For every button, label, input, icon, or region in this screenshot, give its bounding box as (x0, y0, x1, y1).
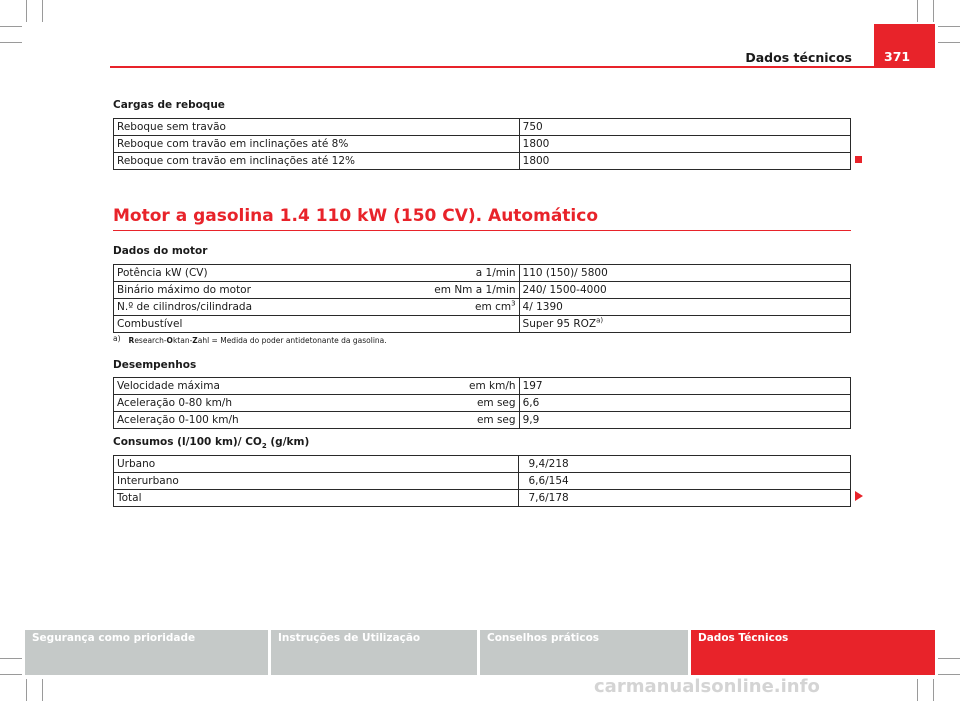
section-title: Motor a gasolina 1.4 110 kW (150 CV). Automático (113, 206, 599, 226)
consumption-table (113, 455, 851, 507)
table-row (114, 490, 851, 507)
performance-value: 197 (519, 378, 850, 395)
footnote (113, 336, 387, 345)
tab-instrucoes[interactable]: Instruções de Utilização (271, 630, 477, 675)
engine-label: Potência kW (CV) (114, 265, 412, 282)
engine-label: N.º de cilindros/cilindrada (114, 299, 412, 316)
crop-mark (938, 674, 960, 675)
performance-label: Velocidade máxima (114, 378, 412, 395)
performance-table (113, 377, 851, 429)
consumption-heading-a: Consumos (l/100 km)/ CO (113, 436, 262, 448)
table-row (114, 265, 851, 282)
consumption-value: 7,6/178 (519, 490, 851, 507)
crop-mark (0, 658, 22, 659)
towing-value: 750 (519, 119, 850, 136)
consumption-label: Interurbano (114, 473, 519, 490)
table-row (114, 136, 851, 153)
engine-value-cell (519, 316, 850, 333)
crop-mark (26, 679, 27, 701)
engine-value: 110 (150)/ 5800 (519, 265, 850, 282)
footnote-initial: R (128, 336, 135, 345)
towing-value: 1800 (519, 153, 850, 170)
table-row (114, 282, 851, 299)
consumption-value: 9,4/218 (519, 456, 851, 473)
footnote-text: ktan- (172, 336, 193, 345)
table-row (114, 473, 851, 490)
footnote-initial: Z (192, 336, 198, 345)
performance-value: 9,9 (519, 412, 850, 429)
crop-mark (933, 679, 934, 701)
table-row (114, 412, 851, 429)
crop-mark (938, 42, 960, 43)
performance-label: Aceleração 0-100 km/h (114, 412, 412, 429)
table-row (114, 316, 851, 333)
crop-mark (0, 42, 22, 43)
towing-heading: Cargas de reboque (113, 99, 225, 111)
tab-dados-tecnicos[interactable]: Dados Técnicos (691, 630, 935, 675)
footnote-text: esearch- (134, 336, 167, 345)
watermark-text: carmanualsonline.info (594, 676, 820, 697)
engine-unit: a 1/min (411, 265, 519, 282)
towing-label: Reboque sem travão (114, 119, 520, 136)
crop-mark (938, 658, 960, 659)
engine-table (113, 264, 851, 333)
consumption-label: Urbano (114, 456, 519, 473)
performance-heading: Desempenhos (113, 359, 197, 371)
consumption-label: Total (114, 490, 519, 507)
towing-value: 1800 (519, 136, 850, 153)
tab-conselhos[interactable]: Conselhos práticos (480, 630, 688, 675)
engine-heading: Dados do motor (113, 245, 208, 257)
engine-label: Combustível (114, 316, 412, 333)
consumption-heading-b: (g/km) (266, 436, 310, 448)
crop-mark (938, 26, 960, 27)
table-row (114, 299, 851, 316)
running-header-title: Dados técnicos (745, 50, 852, 65)
continue-arrow-icon (855, 491, 863, 501)
engine-unit (411, 316, 519, 333)
consumption-value: 6,6/154 (519, 473, 851, 490)
towing-table (113, 118, 851, 170)
engine-unit: em Nm a 1/min (411, 282, 519, 299)
section-end-marker (855, 156, 862, 163)
footnote-initial: O (166, 336, 173, 345)
chapter-tabs (25, 630, 935, 675)
table-row (114, 456, 851, 473)
engine-label: Binário máximo do motor (114, 282, 412, 299)
table-row (114, 119, 851, 136)
engine-value: 240/ 1500-4000 (519, 282, 850, 299)
engine-unit-cell (411, 299, 519, 316)
crop-mark (0, 674, 22, 675)
engine-unit: em cm (475, 300, 512, 313)
engine-value: Super 95 ROZ (522, 317, 597, 330)
footnote-reference: a) (596, 316, 604, 324)
table-row (114, 378, 851, 395)
crop-mark (26, 0, 27, 22)
towing-label: Reboque com travão em inclinações até 12% (114, 153, 520, 170)
performance-unit: em km/h (411, 378, 519, 395)
footnote-mark: a) (113, 334, 121, 343)
section-rule (113, 230, 851, 231)
consumption-heading (113, 436, 310, 451)
crop-mark (42, 679, 43, 701)
engine-value: 4/ 1390 (519, 299, 850, 316)
crop-mark (917, 0, 918, 22)
crop-mark (0, 26, 22, 27)
co2-subscript: 2 (261, 442, 267, 451)
crop-mark (917, 679, 918, 701)
footnote-text: ahl = Medida do poder antidetonante da gasolina. (197, 336, 387, 345)
header-rule (110, 66, 874, 68)
performance-label: Aceleração 0-80 km/h (114, 395, 412, 412)
unit-superscript: 3 (511, 299, 516, 307)
performance-value: 6,6 (519, 395, 850, 412)
towing-label: Reboque com travão em inclinações até 8% (114, 136, 520, 153)
performance-unit: em seg (411, 412, 519, 429)
page-number: 371 (874, 24, 935, 68)
table-row (114, 395, 851, 412)
table-row (114, 153, 851, 170)
performance-unit: em seg (411, 395, 519, 412)
crop-mark (42, 0, 43, 22)
tab-seguranca[interactable]: Segurança como prioridade (25, 630, 268, 675)
crop-mark (933, 0, 934, 22)
